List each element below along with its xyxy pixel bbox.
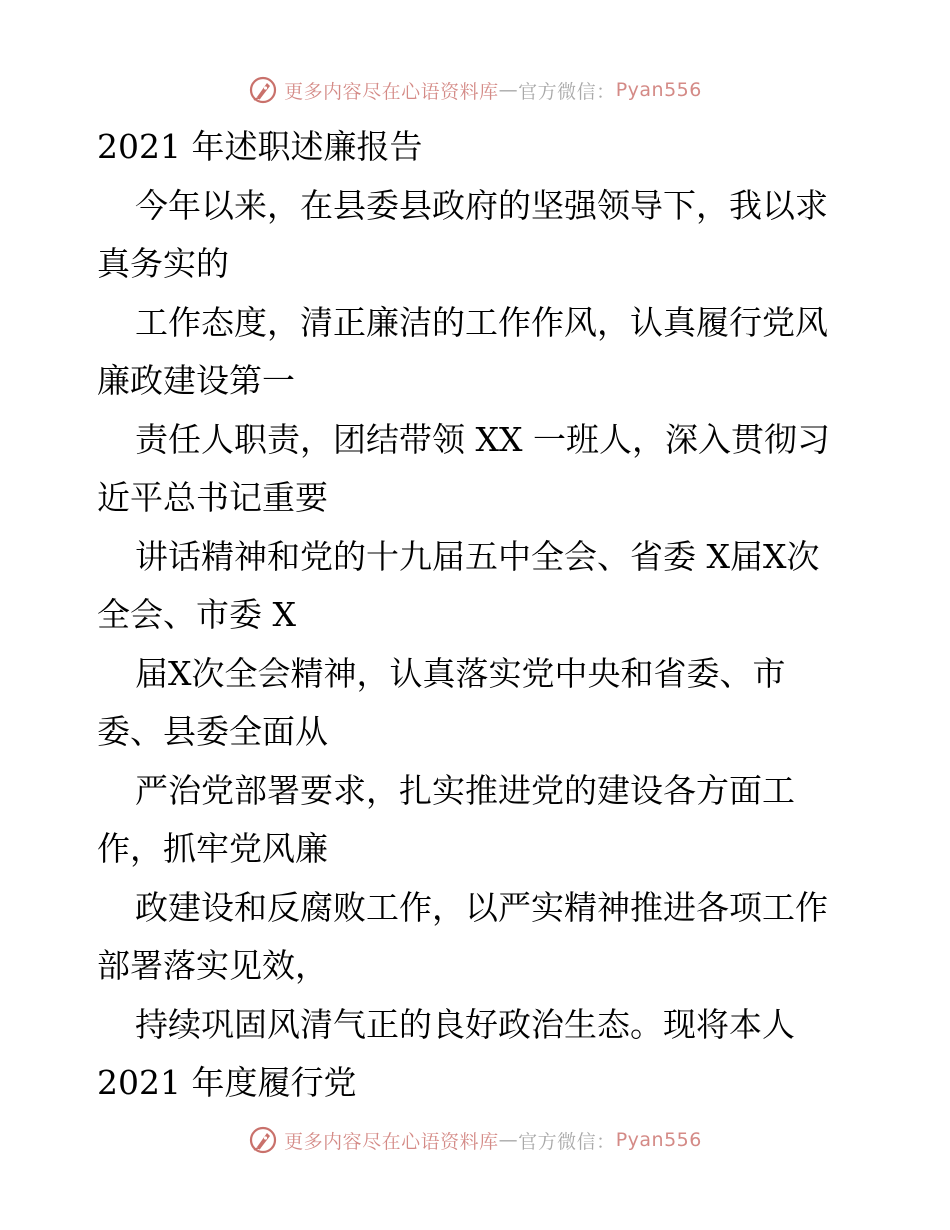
pen-nib-logo-icon [248, 75, 278, 105]
watermark-brand-text: 更多内容尽在心语资料库 [284, 80, 499, 103]
watermark-wechat-label: 官方微信： [518, 1130, 616, 1153]
text-line: 严治党部署要求，扎实推进党的建设各方面工 [135, 770, 795, 810]
watermark-separator: — [498, 79, 519, 101]
text-line: 全会、市委 X [97, 595, 296, 634]
text-line: 政建设和反腐败工作，以严实精神推进各项工作 [135, 887, 828, 927]
text-line: 2021 年度履行党 [97, 1063, 357, 1102]
text-line: 届X次全会精神，认真落实党中央和省委、市 [135, 653, 786, 693]
watermark-header [0, 73, 950, 107]
text-line: 委、县委全面从 [97, 712, 328, 751]
text-line: 真务实的 [97, 244, 229, 283]
pen-nib-logo-icon [248, 1125, 278, 1155]
watermark-wechat-id: Pyan556 [615, 79, 702, 101]
text-line: 今年以来，在县委县政府的坚强领导下，我以求 [135, 185, 828, 225]
text-line: 廉政建设第一 [97, 361, 295, 400]
text-line: 部署落实见效， [97, 946, 328, 985]
watermark-separator: — [498, 1129, 519, 1151]
text-line: 讲话精神和党的十九届五中全会、省委 X届X次 [135, 536, 820, 576]
text-line: 作，抓牢党风廉 [97, 829, 328, 868]
text-line: 持续巩固风清气正的良好政治生态。现将本人 [135, 1004, 795, 1044]
text-line: 近平总书记重要 [97, 478, 328, 517]
watermark-wechat-id: Pyan556 [615, 1129, 702, 1151]
watermark-brand-text: 更多内容尽在心语资料库 [284, 1130, 499, 1153]
watermark-footer [0, 1123, 950, 1157]
document-body [97, 118, 857, 1113]
text-line: 责任人职责，团结带领 XX 一班人，深入贯彻习 [135, 419, 830, 459]
text-line: 工作态度，清正廉洁的工作作风，认真履行党风 [135, 302, 828, 342]
watermark-wechat-label: 官方微信： [518, 80, 616, 103]
document-title: 2021 年述职述廉报告 [97, 127, 423, 166]
